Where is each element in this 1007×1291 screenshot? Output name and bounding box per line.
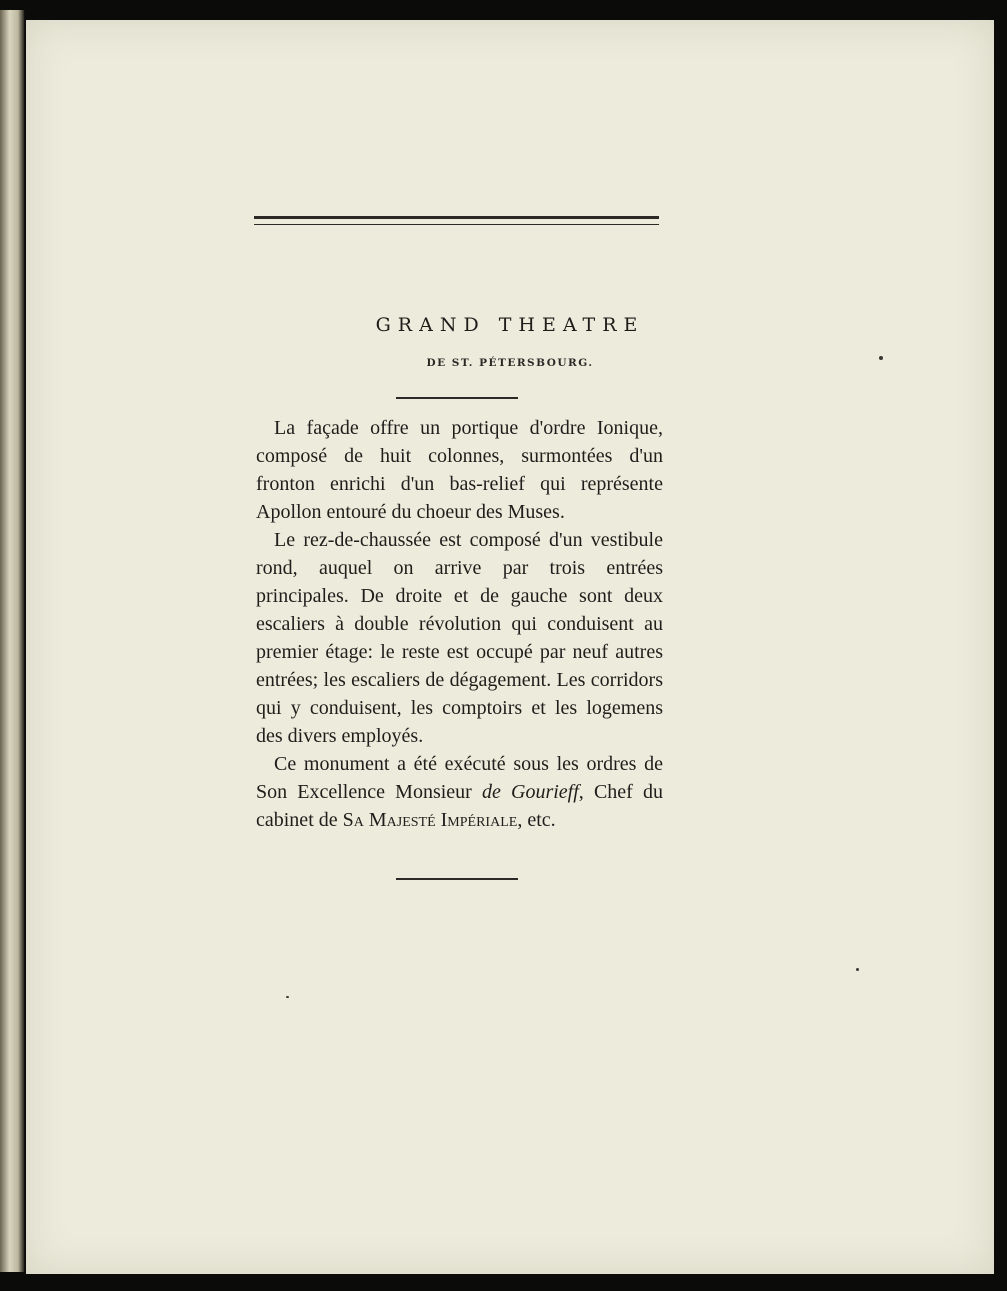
credit-text-middle: , Chef du cabinet de (256, 781, 663, 831)
paragraph-ground-floor: Le rez-de-chaussée est composé d'un vestibule rond, auquel on arrive par trois entrées principales. De droite et de gauche sont deux escaliers à double révolution qui conduisent au premier étage: le reste est occupé par neuf autres entrées; les escaliers de dégagement. Les corridors qui y conduisent, les comptoirs et les logemens des divers employés. (256, 529, 663, 747)
credit-text-start: Ce monument a été exécuté sous les ordres de Son Excellence Monsieur (256, 753, 663, 803)
paragraph-facade: La façade offre un portique d'ordre Ionique, composé de huit colonnes, surmontées d'un fronton enrichi d'un bas-relief qui représente Apollon entouré du choeur des Muses. (256, 417, 663, 523)
credit-majesty: Sa Majesté Impériale (342, 809, 518, 831)
book-page (26, 20, 994, 1274)
paper-speck (286, 996, 289, 998)
top-double-rule-thin (254, 224, 659, 225)
credit-name: de Gourieff (481, 781, 579, 803)
page-title: GRAND THEATRE (375, 314, 645, 336)
body-text (256, 414, 663, 834)
page-subtitle: DE ST. PÉTERSBOURG. (426, 357, 594, 369)
title-divider-rule (396, 397, 518, 399)
closing-divider-rule (396, 878, 518, 880)
paper-speck (879, 356, 883, 360)
book-spine-edge (0, 10, 25, 1272)
paper-speck (856, 968, 859, 971)
top-double-rule-thick (254, 216, 659, 219)
credit-text-end: , etc. (517, 809, 556, 831)
paragraph-credit (256, 750, 663, 834)
